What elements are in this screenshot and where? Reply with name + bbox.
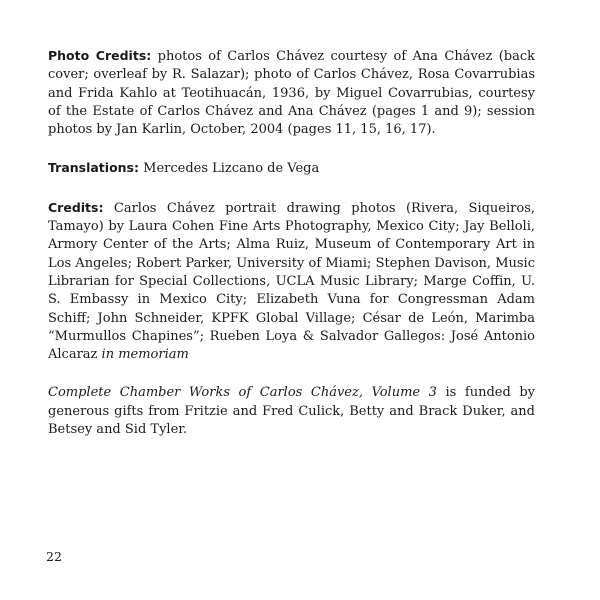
in-memoriam-text: in memoriam [101,347,189,363]
page-number: 22 [46,549,62,564]
credits-page [48,47,535,439]
credits-label: Credits: [48,199,104,215]
photo-credits-text: photos of Carlos Chávez courtesy of Ana Chávez (back cover; overleaf by R. Salazar); photo of Carlos Chávez, Rosa Covarrubias and Frida Kahlo at Teotihuacán, 1936, by Miguel Covarrubias, courtesy of the Estate of Carlos Chávez and Ana Chávez (pages 1 and 9); session photos by Jan Karlin, October, 2004 (pages 11, 15, 16, 17). [48,49,535,138]
funding-text: is funded by generous gifts from Fritzie and Fred Culick, Betty and Brack Duker, and Betsey and Sid Tyler. [48,385,535,438]
translations-text: Mercedes Lizcano de Vega [139,161,320,177]
photo-credits-label: Photo Credits: [48,48,152,63]
photo-credits-paragraph [48,47,535,139]
translations-label: Translations: [48,160,139,176]
credits-paragraph [48,199,535,365]
translations-paragraph [48,159,535,178]
album-title: Complete Chamber Works of Carlos Chávez, Volume 3 [48,385,437,401]
funding-paragraph [48,384,535,439]
credits-text: Carlos Chávez portrait drawing photos (Rivera, Siqueiros, Tamayo) by Laura Cohen Fine Arts Photography, Mexico City; Jay Belloli, Armory Center of the Arts; Alma Ruiz, Museum of Contemporary Art in Los Angeles; Robert Parker, University of Miami; Stephen Davison, Music Librarian for Special Collections, UCLA Music Library; Marge Coffin, U. S. Embassy in Mexico City; Elizabeth Vuna for Congressman Adam Schiff; John Schneider, KPFK Global Village; César de León, Marimba “Murmullos Chapines”; Rueben Loya & Salvador Gallegos: José Antonio Alcaraz [48,200,535,363]
